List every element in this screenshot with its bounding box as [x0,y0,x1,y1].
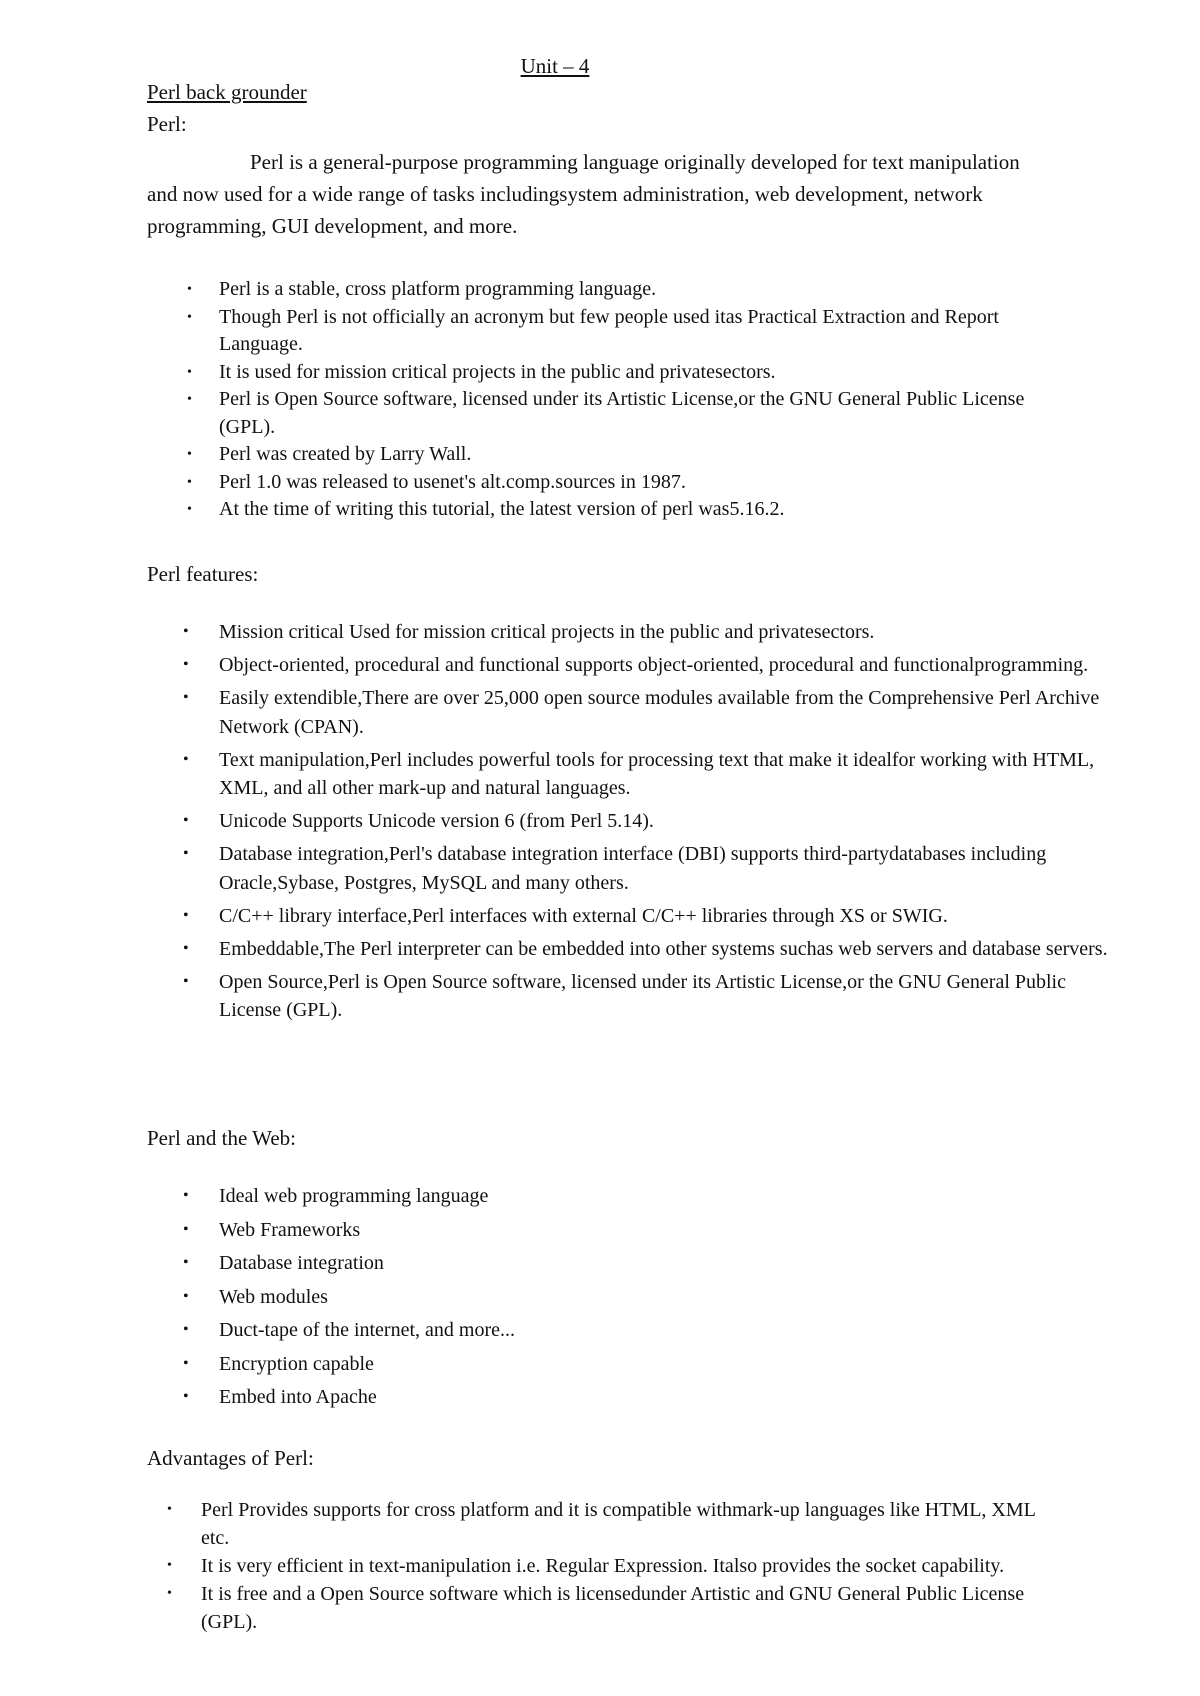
bullet-icon: • [183,845,189,862]
list-item: • Unicode Supports Unicode version 6 (from Perl 5.14). [147,807,1117,836]
bullet-icon: • [183,812,189,829]
bullet-icon: • [183,906,189,924]
bullet-icon: • [187,502,192,517]
list-item: • Though Perl is not officially an acronym but few people used itas Practical Extraction and Report Language. [187,305,999,355]
list-item: • It is very efficient in text-manipulation i.e. Regular Expression. Italso provides the socket capability. [147,1552,1047,1580]
list-item: • Object-oriented, procedural and functional supports object-oriented, procedural and functionalprogramming. [147,651,1117,680]
list-item: • Perl 1.0 was released to usenet's alt.comp.sources in 1987. [147,469,1047,497]
list-item: • Database integration [147,1249,1047,1277]
bullet-icon: • [167,1586,172,1601]
bullet-icon: • [183,939,189,957]
list-item: • Easily extendible,There are over 25,000 open source modules available from the Comprehensive Perl Archive Network (CPAN). [147,684,1117,741]
unit-title: Unit – 4 [520,54,590,78]
bullet-icon: • [187,392,192,407]
intro-bullet-list [147,276,1047,524]
features-bullet-list [147,618,1117,1029]
bullet-icon: • [183,750,189,768]
list-item: • Encryption capable [147,1350,1047,1378]
bullet-icon: • [187,282,192,297]
list-item: • Perl is Open Source software, licensed under its Artistic License,or the GNU General Public License (GPL). [187,388,1025,438]
perl-label: Perl: [147,112,187,136]
bullet-icon: • [183,1220,189,1238]
bullet-icon: • [183,1354,189,1372]
bullet-icon: • [183,656,189,673]
bullet-icon: • [167,1502,172,1517]
advantages-heading: Advantages of Perl: [147,1446,314,1470]
list-item: • Text manipulation,Perl includes powerful tools for processing text that make it idealfor working with HTML, XML, and all other mark-up and natural languages. [147,746,1117,803]
list-item: • Perl was created by Larry Wall. [147,441,1047,469]
bullet-icon: • [183,1388,189,1405]
web-bullet-list [147,1182,1047,1417]
list-item: • Embeddable,The Perl interpreter can be embedded into other systems suchas web servers and database servers. [147,935,1117,964]
advantages-bullet-list [147,1496,1047,1636]
list-item: • Ideal web programming language [147,1182,1047,1210]
intro-paragraph: Perl is a general-purpose programming language originally developed for text manipulation and now used for a wide range of tasks includingsystem administration, web development, network programming, GUI development, and more. [147,150,1020,238]
bullet-icon: • [187,474,192,490]
list-item: • Open Source,Perl is Open Source software, licensed under its Artistic License,or the GNU General Public License (GPL). [147,968,1117,1025]
list-item: • Embed into Apache [147,1383,1047,1411]
bullet-icon: • [183,1321,189,1338]
list-item: • Web Frameworks [147,1216,1047,1244]
list-item: • It is free and a Open Source software which is licensedunder Artistic and GNU General Public License (GPL). [147,1580,1047,1636]
list-item: • Perl is a stable, cross platform programming language. [147,276,1047,304]
bullet-icon: • [187,364,192,380]
bullet-icon: • [183,623,189,640]
bullet-icon: • [183,689,189,706]
bullet-icon: • [183,972,189,990]
list-item: • At the time of writing this tutorial, the latest version of perl was5.16.2. [147,496,1047,524]
bullet-icon: • [187,309,192,325]
bullet-icon: • [167,1558,172,1573]
features-heading: Perl features: [147,562,259,586]
section-heading: Perl back grounder [147,80,307,104]
bullet-icon: • [183,1187,189,1204]
list-item: • Duct-tape of the internet, and more... [147,1316,1047,1344]
list-item: • Mission critical Used for mission critical projects in the public and privatesectors. [147,618,1117,647]
bullet-icon: • [183,1254,189,1271]
list-item: • Web modules [147,1283,1047,1311]
list-item: • Database integration,Perl's database integration interface (DBI) supports third-partydatabases including Oracle,Sybase, Postgres, MySQL and many others. [147,840,1117,897]
list-item: • C/C++ library interface,Perl interfaces with external C/C++ libraries through XS or SWIG. [147,902,1117,931]
bullet-icon: • [183,1287,189,1305]
web-heading: Perl and the Web: [147,1126,296,1150]
bullet-icon: • [187,447,192,462]
list-item: • It is used for mission critical projects in the public and privatesectors. [147,359,1047,387]
list-item: • Perl Provides supports for cross platform and it is compatible withmark-up languages like HTML, XML etc. [147,1496,1047,1552]
